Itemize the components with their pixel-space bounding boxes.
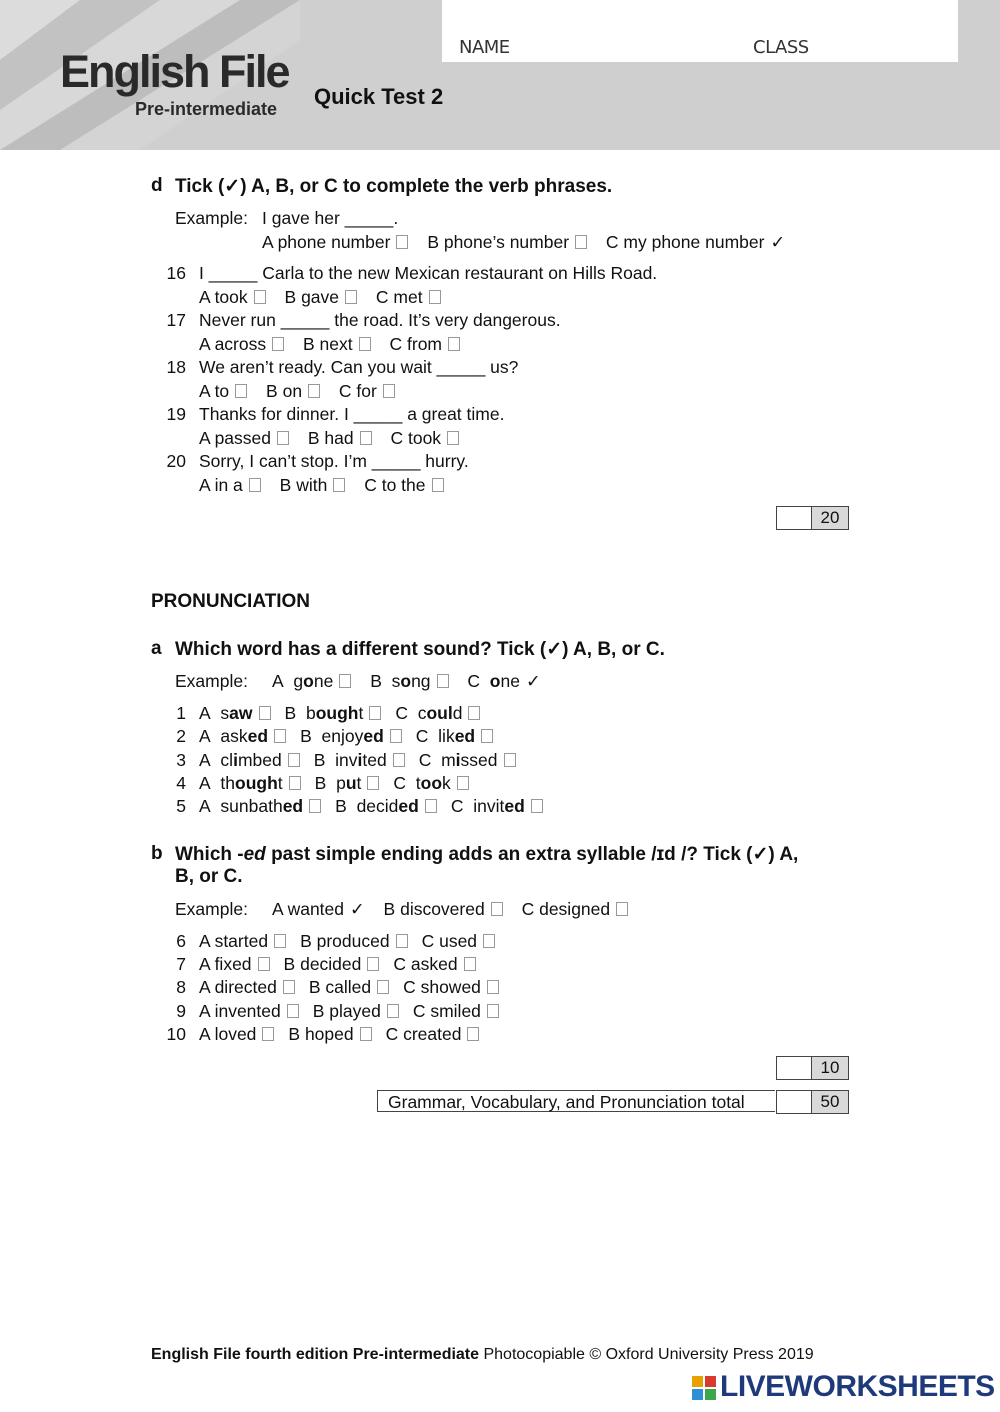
question-options	[199, 796, 547, 817]
option-label: B decided	[283, 954, 362, 974]
word-sound: ed	[504, 796, 525, 816]
footer-copyright-text: Photocopiable © Oxford University Press 2019	[479, 1346, 814, 1363]
option-letter: A	[199, 796, 211, 816]
checkbox[interactable]	[360, 431, 372, 445]
logo-subtitle: Pre-intermediate	[135, 99, 278, 119]
tick-mark: ✓	[350, 899, 365, 919]
checkbox[interactable]	[425, 799, 437, 813]
checkbox[interactable]	[274, 729, 286, 743]
option-label: A loved	[199, 1024, 257, 1044]
question-options	[199, 381, 399, 402]
example-sentence: I gave her _____.	[262, 208, 399, 228]
word-sound: ed	[363, 726, 384, 746]
word-sound: ough	[235, 773, 278, 793]
checkbox[interactable]	[254, 290, 266, 304]
question-number: 20	[166, 451, 186, 471]
checkbox[interactable]	[393, 753, 405, 767]
checkbox[interactable]	[288, 753, 300, 767]
checkbox[interactable]	[289, 776, 301, 790]
checkbox[interactable]	[377, 980, 389, 994]
option-letter: C	[395, 703, 408, 723]
option-letter: A	[199, 703, 211, 723]
word-part: ne	[313, 671, 334, 691]
option-label: A wanted	[272, 899, 344, 919]
checkbox[interactable]	[487, 980, 499, 994]
section-b-title-line1	[175, 843, 798, 866]
checkbox[interactable]	[448, 337, 460, 351]
option-letter: A	[199, 726, 211, 746]
option-letter: C	[450, 796, 464, 816]
word-part: inv	[335, 750, 358, 770]
option-label: C my phone number	[605, 232, 765, 252]
checkbox[interactable]	[467, 1027, 479, 1041]
name-label: NAME	[459, 37, 510, 58]
checkbox[interactable]	[575, 235, 587, 249]
option-letter: A	[199, 750, 211, 770]
checkbox[interactable]	[333, 478, 345, 492]
question-text: Never run _____ the road. It’s very dangerous.	[199, 310, 561, 330]
checkbox[interactable]	[262, 1027, 274, 1041]
option-label: A invented	[199, 1001, 281, 1021]
option-label: A passed	[199, 428, 271, 448]
option-label: A started	[199, 931, 269, 951]
word-sound: ed	[247, 726, 269, 746]
checkbox[interactable]	[457, 776, 469, 790]
word-part: sunbath	[220, 796, 283, 816]
checkbox[interactable]	[487, 1004, 499, 1018]
checkbox[interactable]	[387, 1004, 399, 1018]
liveworksheets-logo-icon	[692, 1376, 716, 1400]
word-part: ssed	[460, 750, 498, 770]
option-letter: B	[284, 703, 297, 723]
checkbox[interactable]	[396, 934, 408, 948]
footer-book-title: English File fourth edition Pre-intermediate	[151, 1346, 480, 1363]
word-part: s	[391, 671, 401, 691]
question-options	[199, 1024, 483, 1045]
checkbox[interactable]	[345, 290, 357, 304]
checkbox[interactable]	[309, 799, 321, 813]
section-d-title: Tick (✓) A, B, or C to complete the verb phrases.	[175, 176, 613, 197]
footer-copyright	[151, 1346, 814, 1364]
option-letter: A	[272, 671, 284, 691]
question-text: I _____ Carla to the new Mexican restaurant on Hills Road.	[199, 263, 658, 283]
name-class-box	[442, 0, 958, 62]
word-sound: ough	[315, 703, 359, 723]
checkbox[interactable]	[277, 431, 289, 445]
section-b-title-line2: B, or C.	[175, 866, 243, 887]
option-label: C smiled	[412, 1001, 481, 1021]
example-options	[272, 671, 541, 692]
option-label: A fixed	[199, 954, 252, 974]
option-label: A to	[199, 381, 230, 401]
word-part: b	[305, 703, 316, 723]
checkbox[interactable]	[383, 384, 395, 398]
option-label: C asked	[393, 954, 458, 974]
question-number: 1	[176, 703, 186, 723]
question-number: 9	[176, 1001, 186, 1021]
option-label: C for	[338, 381, 377, 401]
score-max: 10	[812, 1057, 848, 1079]
class-label: CLASS	[753, 37, 809, 58]
option-label: A phone number	[262, 232, 391, 252]
score-box-d	[776, 506, 849, 530]
checkbox[interactable]	[283, 980, 295, 994]
question-options	[199, 750, 520, 771]
checkbox[interactable]	[287, 1004, 299, 1018]
checkbox[interactable]	[468, 706, 480, 720]
question-options	[199, 475, 448, 496]
question-number: 17	[166, 310, 186, 330]
word-part: cl	[220, 750, 234, 770]
question-text: Sorry, I can’t stop. I’m _____ hurry.	[199, 451, 469, 471]
option-letter: A	[199, 773, 211, 793]
word-sound: ed	[282, 796, 304, 816]
option-label: C from	[389, 334, 442, 354]
title-part: Which -	[175, 844, 244, 865]
word-sound: oul	[426, 703, 453, 723]
word-part: t	[277, 773, 283, 793]
question-text: We aren’t ready. Can you wait _____ us?	[199, 357, 519, 377]
option-letter: B	[370, 671, 382, 691]
checkbox[interactable]	[308, 384, 320, 398]
score-box-total	[776, 1090, 849, 1114]
word-sound: ed	[454, 726, 476, 746]
checkbox[interactable]	[396, 235, 408, 249]
word-sound: oo	[420, 773, 443, 793]
option-letter: B	[335, 796, 347, 816]
total-label: Grammar, Vocabulary, and Pronunciation total	[377, 1090, 775, 1112]
pronunciation-heading: PRONUNCIATION	[151, 591, 311, 612]
option-label: C used	[421, 931, 478, 951]
score-input[interactable]	[777, 1091, 812, 1113]
checkbox[interactable]	[437, 674, 449, 688]
checkbox[interactable]	[249, 478, 261, 492]
question-number: 7	[176, 954, 186, 974]
question-number: 6	[176, 931, 186, 951]
option-label: C designed	[521, 899, 611, 919]
section-b-letter: b	[151, 843, 163, 864]
word-part: mbed	[237, 750, 282, 770]
question-options	[199, 726, 497, 747]
checkbox[interactable]	[272, 337, 284, 351]
word-sound: i	[357, 750, 363, 770]
option-label: B hoped	[288, 1024, 354, 1044]
question-number: 2	[176, 726, 186, 746]
word-sound: i	[233, 750, 238, 770]
word-part: s	[220, 703, 230, 723]
question-number: 4	[176, 773, 186, 793]
question-number: 18	[166, 357, 186, 377]
option-label: B on	[266, 381, 303, 401]
word-sound: o	[303, 671, 314, 691]
word-part: g	[293, 671, 304, 691]
word-part: m	[441, 750, 456, 770]
section-a-letter: a	[151, 638, 162, 659]
word-part: invit	[473, 796, 505, 816]
word-part: k	[442, 773, 451, 793]
checkbox[interactable]	[367, 957, 379, 971]
checkbox[interactable]	[259, 706, 271, 720]
word-part: c	[417, 703, 427, 723]
option-letter: C	[415, 726, 429, 746]
word-sound: aw	[229, 703, 253, 723]
word-sound: ed	[398, 796, 419, 816]
checkbox[interactable]	[432, 478, 444, 492]
tick-mark: ✓	[770, 232, 786, 252]
word-part: t	[356, 773, 362, 793]
word-sound: o	[489, 671, 501, 691]
option-letter: B	[313, 750, 326, 770]
checkbox[interactable]	[258, 957, 270, 971]
question-number: 8	[176, 977, 186, 997]
option-label: C met	[375, 287, 423, 307]
checkbox[interactable]	[339, 674, 351, 688]
word-part: th	[220, 773, 236, 793]
question-options	[199, 1001, 503, 1022]
title-part: past simple ending adds an extra syllable /ɪd /? Tick (✓) A,	[265, 844, 799, 865]
score-input[interactable]	[777, 1057, 812, 1079]
question-options	[199, 773, 473, 794]
example-label: Example:	[175, 671, 248, 691]
question-number: 10	[166, 1024, 186, 1044]
example-label: Example:	[175, 899, 248, 919]
word-part: lik	[438, 726, 455, 746]
page-header	[0, 0, 1000, 150]
question-number: 19	[166, 404, 186, 424]
option-label: B with	[279, 475, 328, 495]
question-number: 5	[176, 796, 186, 816]
checkbox[interactable]	[360, 1027, 372, 1041]
question-options	[199, 428, 463, 449]
score-input[interactable]	[777, 507, 812, 529]
checkbox[interactable]	[616, 902, 628, 916]
liveworksheets-brand: LIVEWORKSHEETS	[720, 1370, 995, 1403]
word-part: ask	[220, 726, 248, 746]
option-label: C showed	[403, 977, 481, 997]
question-number: 3	[176, 750, 186, 770]
score-max: 50	[812, 1091, 848, 1113]
word-part: ted	[362, 750, 387, 770]
checkbox[interactable]	[447, 431, 459, 445]
option-label: B produced	[300, 931, 390, 951]
checkbox[interactable]	[390, 729, 402, 743]
word-sound: i	[455, 750, 461, 770]
question-options	[199, 287, 445, 308]
option-label: B discovered	[383, 899, 485, 919]
checkbox[interactable]	[491, 902, 503, 916]
option-label: B played	[312, 1001, 381, 1021]
option-label: C created	[385, 1024, 462, 1044]
word-part: ng	[411, 671, 431, 691]
checkbox[interactable]	[531, 799, 543, 813]
section-d-letter: d	[151, 175, 163, 196]
question-number: 16	[166, 263, 186, 283]
question-options	[199, 977, 503, 998]
example-label: Example:	[175, 208, 248, 228]
option-label: C took	[390, 428, 442, 448]
option-letter: B	[314, 773, 327, 793]
question-options	[199, 334, 464, 355]
question-text: Thanks for dinner. I _____ a great time.	[199, 404, 505, 424]
section-a-title: Which word has a different sound? Tick (✓) A, B, or C.	[175, 639, 665, 660]
option-label: A in a	[199, 475, 243, 495]
option-letter: B	[300, 726, 312, 746]
checkbox[interactable]	[429, 290, 441, 304]
option-label: A took	[199, 287, 248, 307]
word-part: t	[415, 773, 421, 793]
logo-title: English File	[60, 46, 289, 97]
word-part: d	[452, 703, 463, 723]
word-part: t	[358, 703, 364, 723]
question-options	[199, 703, 484, 724]
option-letter: C	[467, 671, 481, 691]
option-label: B next	[303, 334, 353, 354]
option-letter: C	[418, 750, 432, 770]
checkbox[interactable]	[481, 729, 493, 743]
word-sound: o	[400, 671, 412, 691]
word-part: ne	[500, 671, 520, 691]
option-label: B phone’s number	[427, 232, 570, 252]
checkbox[interactable]	[464, 957, 476, 971]
checkbox[interactable]	[483, 934, 495, 948]
checkbox[interactable]	[235, 384, 247, 398]
example-options	[272, 899, 632, 920]
tick-mark: ✓	[525, 671, 541, 691]
word-part: decid	[356, 796, 399, 816]
checkbox[interactable]	[274, 934, 286, 948]
question-options	[199, 931, 499, 952]
option-label: A across	[199, 334, 267, 354]
checkbox[interactable]	[369, 706, 381, 720]
checkbox[interactable]	[504, 753, 516, 767]
word-part: enjoy	[321, 726, 364, 746]
test-title: Quick Test 2	[314, 84, 444, 109]
option-label: C to the	[364, 475, 426, 495]
score-max: 20	[812, 507, 848, 529]
word-part: p	[336, 773, 346, 793]
word-sound: u	[345, 773, 357, 793]
option-label: B gave	[284, 287, 340, 307]
checkbox[interactable]	[367, 776, 379, 790]
checkbox[interactable]	[359, 337, 371, 351]
example-options	[262, 232, 785, 253]
option-label: B had	[307, 428, 354, 448]
question-options	[199, 954, 480, 975]
title-emphasis: ed	[243, 844, 266, 865]
option-letter: C	[393, 773, 407, 793]
option-label: B called	[308, 977, 372, 997]
option-label: A directed	[199, 977, 277, 997]
score-box-b	[776, 1056, 849, 1080]
